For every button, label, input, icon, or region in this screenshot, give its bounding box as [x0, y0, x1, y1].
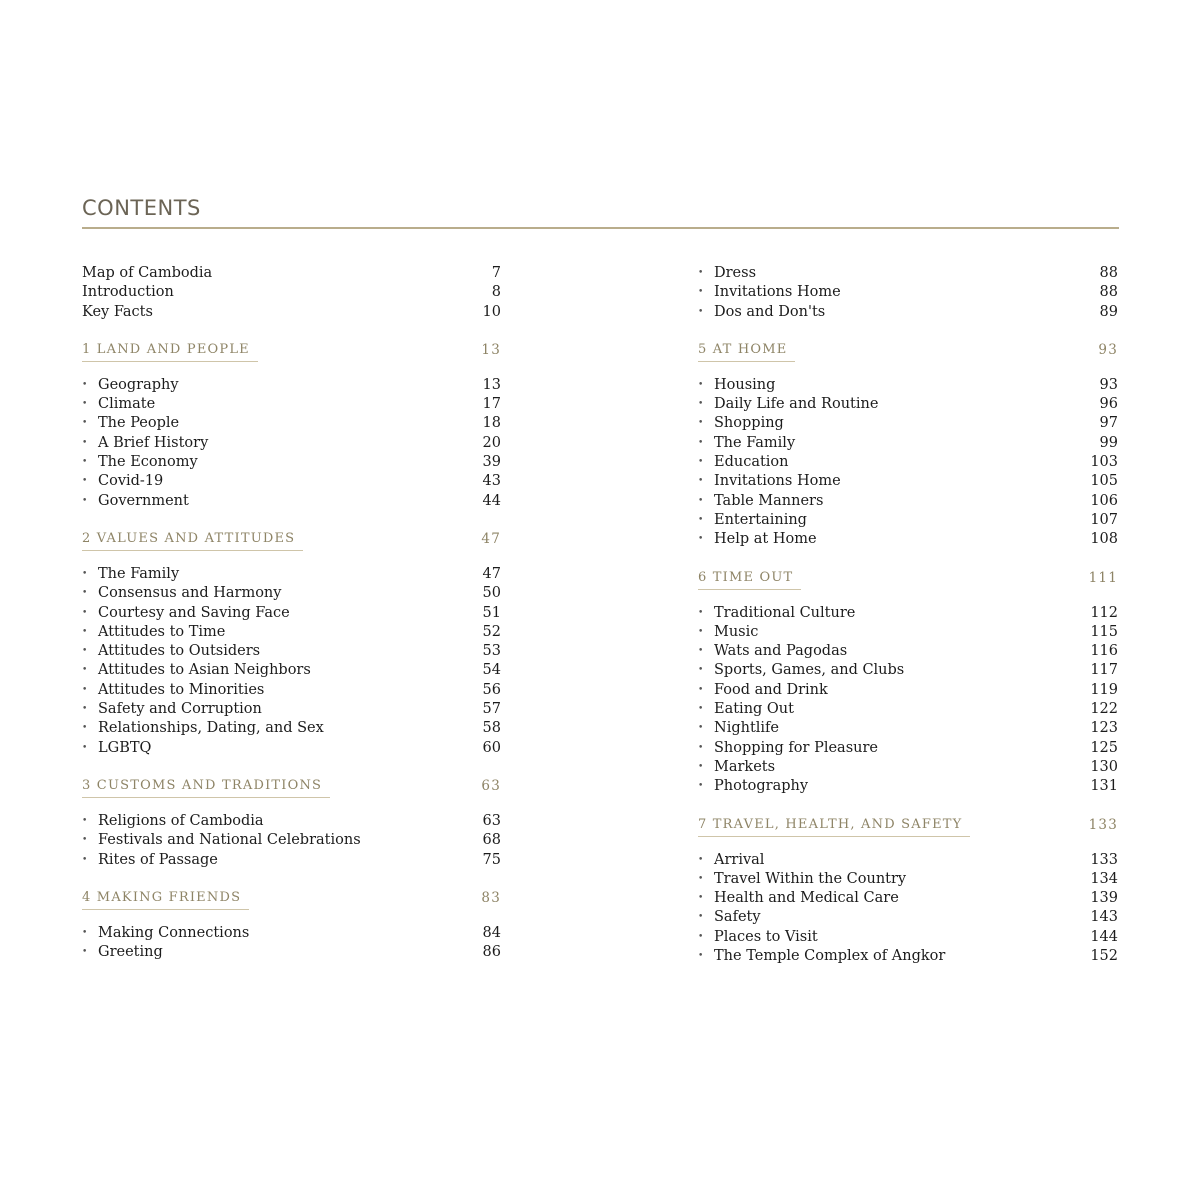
entry-page-number: 107 [1090, 511, 1118, 528]
toc-entry-invitations-home[interactable] [698, 472, 1118, 491]
bullet-dot-icon: • [82, 835, 88, 846]
bullet-dot-icon: • [698, 781, 704, 792]
chapter-page-number: 63 [481, 777, 501, 794]
chapter-title: 5 AT HOME [698, 341, 788, 357]
bullet-dot-icon: • [698, 704, 704, 715]
bullet-dot-icon: • [82, 437, 88, 448]
bullet-dot-icon: • [82, 418, 88, 429]
entry-page-number: 103 [1090, 454, 1118, 471]
entry-title: Shopping [714, 415, 784, 432]
entry-page-number: 43 [482, 473, 501, 490]
entry-page-number: 116 [1090, 643, 1118, 660]
entry-title: Shopping for Pleasure [714, 739, 878, 756]
chapter-title: 3 CUSTOMS AND TRADITIONS [82, 777, 323, 793]
entry-page-number: 89 [1099, 303, 1118, 320]
title-rule [82, 227, 1119, 229]
bullet-dot-icon: • [698, 534, 704, 545]
entry-title: The People [98, 415, 180, 432]
bullet-dot-icon: • [698, 399, 704, 410]
toc-entry-nightlife[interactable] [698, 719, 1118, 738]
toc-entry-relationships-dating-and-sex[interactable] [82, 719, 501, 738]
bullet-dot-icon: • [82, 588, 88, 599]
entry-title: Climate [98, 396, 156, 413]
bullet-dot-icon: • [698, 893, 704, 904]
bullet-dot-icon: • [82, 476, 88, 487]
entry-title: Wats and Pagodas [714, 643, 848, 660]
entry-page-number: 88 [1099, 265, 1118, 281]
chapter-underline [698, 589, 801, 590]
entry-page-number: 133 [1090, 851, 1118, 868]
entry-title: Making Connections [98, 924, 250, 941]
entry-title: Nightlife [714, 720, 779, 737]
bullet-dot-icon: • [698, 437, 704, 448]
entry-title: Daily Life and Routine [714, 396, 879, 413]
toc-chapter-6-time-out[interactable] [698, 568, 1118, 588]
bullet-dot-icon: • [82, 742, 88, 753]
bullet-dot-icon: • [698, 457, 704, 468]
toc-entry-places-to-visit[interactable] [698, 928, 1118, 947]
bullet-dot-icon: • [698, 854, 704, 865]
entry-title: Eating Out [714, 701, 794, 718]
bullet-dot-icon: • [82, 704, 88, 715]
entry-page-number: 10 [482, 303, 501, 320]
toc-entry-dos-and-don-ts[interactable] [698, 303, 1118, 322]
toc-entry-map-of-cambodia[interactable] [82, 264, 501, 283]
bullet-dot-icon: • [698, 684, 704, 695]
entry-page-number: 8 [491, 284, 501, 301]
entry-page-number: 57 [482, 701, 501, 718]
entry-title: Geography [98, 376, 179, 393]
toc-chapter-5-at-home[interactable] [698, 340, 1118, 360]
bullet-dot-icon: • [698, 951, 704, 962]
entry-page-number: 47 [482, 565, 501, 582]
toc-entry-sports-games-and-clubs[interactable] [698, 661, 1118, 680]
toc-entry-daily-life-and-routine[interactable] [698, 395, 1118, 414]
chapter-page-number: 133 [1088, 816, 1118, 833]
toc-entry-key-facts[interactable] [82, 303, 501, 322]
toc-entry-rites-of-passage[interactable] [82, 851, 501, 870]
chapter-title: 2 VALUES AND ATTITUDES [82, 530, 296, 546]
bullet-dot-icon: • [698, 626, 704, 637]
entry-title: LGBTQ [98, 739, 152, 756]
bullet-dot-icon: • [82, 646, 88, 657]
toc-column-left [82, 264, 501, 962]
entry-title: Dos and Don'ts [714, 303, 826, 320]
entry-title: Attitudes to Minorities [98, 681, 265, 698]
bullet-dot-icon: • [82, 947, 88, 958]
toc-entry-arrival[interactable] [698, 851, 1118, 870]
entry-page-number: 86 [482, 944, 501, 961]
entry-page-number: 105 [1090, 473, 1118, 490]
toc-entry-eating-out[interactable] [698, 700, 1118, 719]
bullet-dot-icon: • [698, 495, 704, 506]
toc-entry-introduction[interactable] [82, 283, 501, 302]
entry-page-number: 108 [1090, 531, 1118, 548]
bullet-dot-icon: • [698, 873, 704, 884]
entry-title: Traditional Culture [714, 604, 856, 621]
bullet-dot-icon: • [698, 287, 704, 298]
entry-page-number: 134 [1090, 870, 1118, 887]
entry-page-number: 112 [1090, 604, 1118, 621]
bullet-dot-icon: • [82, 723, 88, 734]
chapter-underline [82, 550, 303, 551]
entry-page-number: 7 [491, 265, 501, 281]
entry-title: Travel Within the Country [714, 870, 907, 887]
entry-page-number: 60 [482, 739, 501, 756]
entry-title: Map of Cambodia [82, 265, 213, 281]
entry-page-number: 125 [1090, 739, 1118, 756]
chapter-page-number: 111 [1088, 569, 1118, 586]
entry-page-number: 52 [482, 623, 501, 640]
chapter-underline [698, 361, 795, 362]
chapter-page-number: 13 [481, 341, 501, 358]
entry-title: Food and Drink [714, 681, 828, 698]
entry-title: The Temple Complex of Angkor [714, 948, 946, 965]
chapter-title: 7 TRAVEL, HEALTH, AND SAFETY [698, 816, 963, 832]
chapter-title: 1 LAND AND PEOPLE [82, 341, 250, 357]
entry-title: Religions of Cambodia [98, 812, 264, 829]
entry-page-number: 96 [1099, 396, 1118, 413]
entry-title: Photography [714, 778, 809, 795]
entry-title: A Brief History [98, 434, 209, 451]
bullet-dot-icon: • [698, 761, 704, 772]
bullet-dot-icon: • [698, 665, 704, 676]
entry-title: Markets [714, 758, 776, 775]
toc-chapter-1-land-and-people[interactable] [82, 340, 501, 360]
bullet-dot-icon: • [698, 306, 704, 317]
bullet-dot-icon: • [82, 854, 88, 865]
entry-page-number: 50 [482, 585, 501, 602]
bullet-dot-icon: • [82, 495, 88, 506]
toc-entry-attitudes-to-asian-neighbors[interactable] [82, 661, 501, 680]
entry-title: Safety [714, 909, 761, 926]
entry-title: Housing [714, 376, 776, 393]
chapter-page-number: 47 [481, 530, 501, 547]
chapter-page-number: 83 [481, 889, 501, 906]
entry-title: Consensus and Harmony [98, 585, 282, 602]
entry-page-number: 130 [1090, 758, 1118, 775]
entry-title: Music [714, 623, 759, 640]
toc-entry-entertaining[interactable] [698, 511, 1118, 530]
entry-page-number: 97 [1099, 415, 1118, 432]
entry-title: Health and Medical Care [714, 890, 899, 907]
entry-title: Attitudes to Time [98, 623, 226, 640]
toc-entry-attitudes-to-outsiders[interactable] [82, 642, 501, 661]
bullet-dot-icon: • [698, 723, 704, 734]
entry-title: Relationships, Dating, and Sex [98, 720, 324, 737]
entry-title: Attitudes to Asian Neighbors [98, 662, 311, 679]
entry-page-number: 139 [1090, 890, 1118, 907]
bullet-dot-icon: • [698, 931, 704, 942]
chapter-underline [82, 797, 330, 798]
entry-page-number: 119 [1090, 681, 1118, 698]
chapter-underline [82, 361, 258, 362]
bullet-dot-icon: • [82, 626, 88, 637]
toc-entry-safety-and-corruption[interactable] [82, 700, 501, 719]
bullet-dot-icon: • [698, 646, 704, 657]
entry-page-number: 17 [482, 396, 501, 413]
entry-page-number: 131 [1090, 778, 1118, 795]
entry-title: The Family [714, 434, 796, 451]
entry-title: Sports, Games, and Clubs [714, 662, 905, 679]
toc-entry-government[interactable] [82, 492, 501, 511]
toc-entry-wats-and-pagodas[interactable] [698, 642, 1118, 661]
toc-entry-lgbtq[interactable] [82, 739, 501, 758]
page-title: CONTENTS [82, 196, 201, 220]
bullet-dot-icon: • [698, 476, 704, 487]
entry-title: The Economy [98, 454, 198, 471]
toc-entry-safety[interactable] [698, 908, 1118, 927]
toc-entry-religions-of-cambodia[interactable] [82, 812, 501, 831]
entry-page-number: 106 [1090, 492, 1118, 509]
entry-page-number: 84 [482, 924, 501, 941]
bullet-dot-icon: • [698, 607, 704, 618]
entry-page-number: 99 [1099, 434, 1118, 451]
entry-title: Safety and Corruption [98, 701, 262, 718]
toc-entry-health-and-medical-care[interactable] [698, 889, 1118, 908]
toc-entry-a-brief-history[interactable] [82, 434, 501, 453]
toc-entry-shopping[interactable] [698, 414, 1118, 433]
entry-title: Invitations Home [714, 284, 841, 301]
bullet-dot-icon: • [82, 684, 88, 695]
entry-page-number: 122 [1090, 701, 1118, 718]
toc-entry-education[interactable] [698, 453, 1118, 472]
entry-title: Table Manners [714, 492, 824, 509]
toc-entry-geography[interactable] [82, 376, 501, 395]
entry-page-number: 39 [482, 454, 501, 471]
toc-entry-travel-within-the-country[interactable] [698, 870, 1118, 889]
entry-title: Entertaining [714, 511, 807, 528]
toc-chapter-4-making-friends[interactable] [82, 888, 501, 908]
toc-entry-shopping-for-pleasure[interactable] [698, 739, 1118, 758]
chapter-underline [82, 909, 249, 910]
entry-page-number: 152 [1090, 948, 1118, 965]
toc-entry-table-manners[interactable] [698, 492, 1118, 511]
chapter-page-number: 93 [1098, 341, 1118, 358]
toc-entry-the-economy[interactable] [82, 453, 501, 472]
entry-page-number: 13 [482, 376, 501, 393]
toc-entry-consensus-and-harmony[interactable] [82, 584, 501, 603]
bullet-dot-icon: • [82, 665, 88, 676]
entry-page-number: 123 [1090, 720, 1118, 737]
entry-title: Rites of Passage [98, 851, 218, 868]
entry-page-number: 143 [1090, 909, 1118, 926]
entry-page-number: 20 [482, 434, 501, 451]
toc-chapter-3-customs-and-traditions[interactable] [82, 776, 501, 796]
chapter-title: 6 TIME OUT [698, 569, 794, 585]
entry-page-number: 68 [482, 832, 501, 849]
toc-entry-climate[interactable] [82, 395, 501, 414]
bullet-dot-icon: • [82, 379, 88, 390]
entry-page-number: 53 [482, 643, 501, 660]
entry-page-number: 117 [1090, 662, 1118, 679]
entry-title: Government [98, 492, 189, 509]
entry-title: Festivals and National Celebrations [98, 832, 361, 849]
entry-title: Key Facts [82, 303, 153, 320]
toc-entry-the-people[interactable] [82, 414, 501, 433]
toc-chapter-7-travel-health-and-safety[interactable] [698, 815, 1118, 835]
toc-entry-attitudes-to-minorities[interactable] [82, 681, 501, 700]
toc-entry-music[interactable] [698, 623, 1118, 642]
bullet-dot-icon: • [698, 912, 704, 923]
entry-title: Covid-19 [98, 473, 164, 490]
toc-entry-covid-19[interactable] [82, 472, 501, 491]
toc-entry-help-at-home[interactable] [698, 530, 1118, 549]
toc-entry-markets[interactable] [698, 758, 1118, 777]
bullet-dot-icon: • [698, 742, 704, 753]
entry-page-number: 93 [1099, 376, 1118, 393]
bullet-dot-icon: • [698, 418, 704, 429]
entry-page-number: 75 [482, 851, 501, 868]
bullet-dot-icon: • [82, 607, 88, 618]
toc-entry-invitations-home[interactable] [698, 283, 1118, 302]
entry-page-number: 63 [482, 812, 501, 829]
entry-title: Invitations Home [714, 473, 841, 490]
entry-title: The Family [98, 565, 180, 582]
entry-title: Dress [714, 265, 757, 281]
entry-title: Greeting [98, 944, 163, 961]
entry-title: Help at Home [714, 531, 817, 548]
toc-column-right [698, 264, 1118, 966]
entry-title: Places to Visit [714, 928, 818, 945]
bullet-dot-icon: • [82, 815, 88, 826]
toc-entry-the-family[interactable] [698, 434, 1118, 453]
entry-title: Education [714, 454, 789, 471]
toc-entry-housing[interactable] [698, 376, 1118, 395]
toc-entry-attitudes-to-time[interactable] [82, 623, 501, 642]
toc-entry-greeting[interactable] [82, 943, 501, 962]
chapter-title: 4 MAKING FRIENDS [82, 889, 242, 905]
entry-title: Introduction [82, 284, 174, 301]
entry-title: Arrival [714, 851, 765, 868]
bullet-dot-icon: • [82, 399, 88, 410]
entry-page-number: 115 [1090, 623, 1118, 640]
entry-page-number: 44 [482, 492, 501, 509]
toc-entry-photography[interactable] [698, 777, 1118, 796]
entry-page-number: 58 [482, 720, 501, 737]
toc-entry-the-temple-complex-of-angkor[interactable] [698, 947, 1118, 966]
bullet-dot-icon: • [82, 457, 88, 468]
entry-page-number: 18 [482, 415, 501, 432]
chapter-underline [698, 836, 970, 837]
bullet-dot-icon: • [698, 268, 704, 278]
entry-title: Attitudes to Outsiders [98, 643, 261, 660]
toc-entry-making-connections[interactable] [82, 924, 501, 943]
entry-page-number: 54 [482, 662, 501, 679]
entry-page-number: 51 [482, 604, 501, 621]
bullet-dot-icon: • [82, 927, 88, 938]
toc-entry-the-family[interactable] [82, 565, 501, 584]
bullet-dot-icon: • [698, 514, 704, 525]
toc-entry-dress[interactable] [698, 264, 1118, 283]
entry-page-number: 56 [482, 681, 501, 698]
toc-entry-courtesy-and-saving-face[interactable] [82, 604, 501, 623]
toc-entry-festivals-and-national-celebrations[interactable] [82, 831, 501, 850]
entry-page-number: 144 [1090, 928, 1118, 945]
entry-page-number: 88 [1099, 284, 1118, 301]
entry-title: Courtesy and Saving Face [98, 604, 290, 621]
bullet-dot-icon: • [82, 568, 88, 579]
toc-chapter-2-values-and-attitudes[interactable] [82, 529, 501, 549]
toc-entry-traditional-culture[interactable] [698, 604, 1118, 623]
toc-entry-food-and-drink[interactable] [698, 681, 1118, 700]
bullet-dot-icon: • [698, 379, 704, 390]
